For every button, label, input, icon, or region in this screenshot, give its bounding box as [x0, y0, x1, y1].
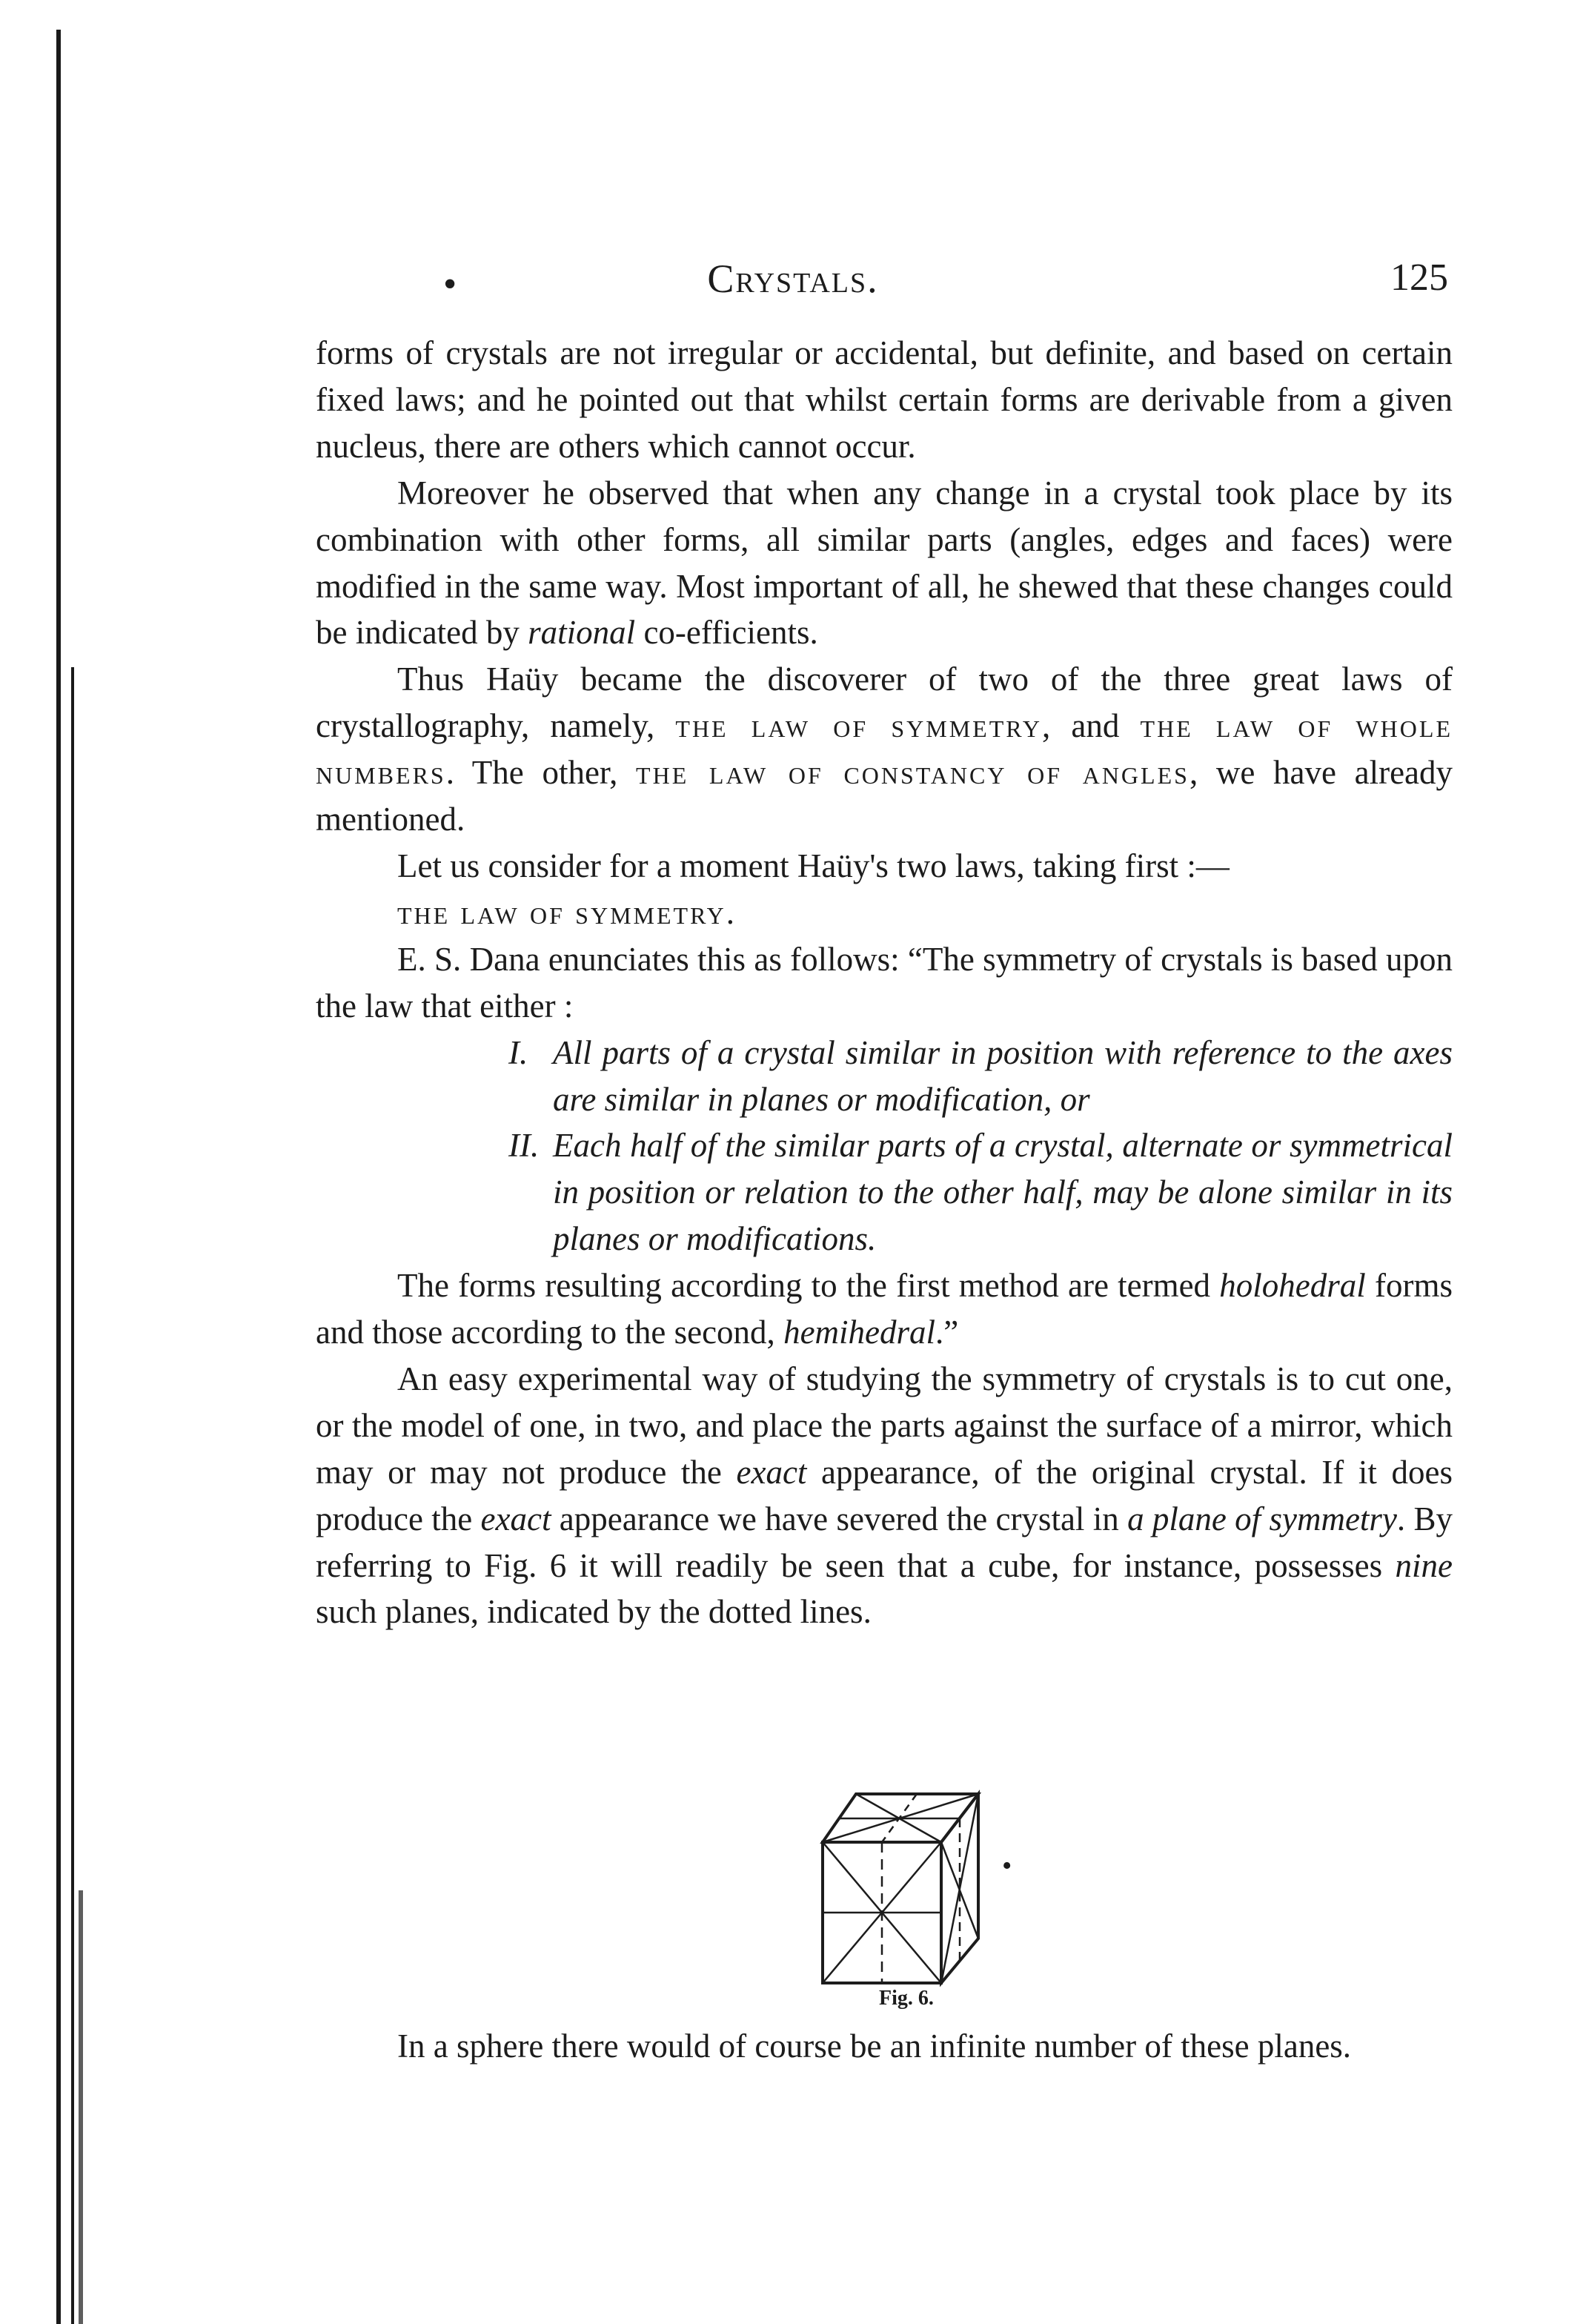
italic-term: exact: [480, 1500, 551, 1537]
rule-number: I.: [508, 1033, 528, 1071]
text-run: , and: [1041, 707, 1141, 745]
header-dot: •: [443, 263, 457, 305]
paragraph: E. S. Dana enunciates this as follows: “The symmetry of crystals is based upon the law that either :: [316, 940, 1453, 1024]
italic-term: hemihedral: [783, 1314, 936, 1351]
body-text: [316, 330, 1453, 1635]
text-run: Moreover he observed that when any change in a crystal took place by its combination with other forms, all similar parts (angles, edges and faces) were modified in the same way. Most important of all, he shewed that these changes could be indicated by: [316, 474, 1453, 652]
binding-line: [56, 30, 61, 2324]
symmetry-rules: [316, 1030, 1453, 1263]
italic-term: nine: [1395, 1546, 1453, 1584]
law-name: the law of symmetry: [675, 707, 1042, 745]
page-header: [0, 252, 1586, 304]
law-name: the law of constancy of angles: [636, 754, 1190, 792]
figure-dot: •: [1002, 1850, 1012, 1881]
rule-number: II.: [508, 1127, 540, 1165]
text-run: An easy experimental way of studying the symmetry of crystals is to cut one, or the model of one, in two, and place the parts against the surface of a mirror, which may or may not produce the: [316, 1360, 1453, 1491]
paragraph: Let us consider for a moment Haüy's two laws, taking first :—: [397, 847, 1230, 884]
rule-text: All parts of a crystal similar in position with reference to the axes are similar in planes or modification, or: [553, 1033, 1453, 1118]
paragraph: [316, 656, 1453, 843]
rule-item: [316, 1030, 1453, 1123]
figure-caption: Fig. 6.: [879, 1987, 934, 2010]
italic-term: a plane of symmetry: [1127, 1500, 1397, 1537]
paragraph: [316, 470, 1453, 657]
binding-line: [71, 667, 74, 2324]
text-run: , we have already mentioned.: [316, 754, 1453, 838]
text-run: forms and those according to the second,: [316, 1267, 1453, 1351]
rule-text: Each half of the similar parts of a crystal, alternate or symmetrical in position or relation to the other half, may be alone similar in its planes or modifications.: [553, 1127, 1453, 1258]
text-run: . By referring to Fig. 6 it will readily be seen that a cube, for instance, possesses: [316, 1500, 1453, 1584]
cube-symmetry-figure: [800, 1768, 1023, 2005]
paragraph: forms of crystals are not irregular or accidental, but definite, and based on certain fixed laws; and he pointed out that whilst certain forms are derivable from a given nucleus, there are others which cannot occur.: [316, 334, 1453, 465]
text-run: appearance, of the original crystal. If it does produce the: [316, 1453, 1453, 1537]
section-heading: [316, 890, 1453, 936]
binding-line: [79, 1890, 83, 2324]
text-run: such planes, indicated by the dotted lines.: [316, 1593, 872, 1631]
rule-item: [316, 1122, 1453, 1262]
law-name: the law of whole numbers: [316, 707, 1453, 792]
text-run: . The other,: [445, 754, 637, 792]
closing-text: [316, 2022, 1469, 2070]
running-head: Crystals.: [707, 256, 879, 301]
text-run: co-efficients.: [635, 614, 818, 652]
italic-term: exact: [736, 1453, 807, 1491]
paragraph: In a sphere there would of course be an infinite number of these planes.: [397, 2027, 1352, 2065]
page-number: 125: [1390, 256, 1448, 299]
text-run: .”: [935, 1314, 959, 1351]
text-run: appearance we have severed the crystal in: [551, 1500, 1128, 1537]
law-name: the law of symmetry.: [397, 893, 737, 931]
italic-term: holohedral: [1219, 1267, 1366, 1305]
italic-term: rational: [528, 614, 636, 652]
text-run: Thus Haüy became the discoverer of two of the three great laws of crystallography, namely,: [316, 661, 1453, 745]
text-run: The forms resulting according to the first method are termed: [397, 1267, 1220, 1305]
paragraph: [316, 1262, 1453, 1356]
page-binding-edge: [0, 0, 89, 2324]
paragraph: [316, 1356, 1453, 1635]
